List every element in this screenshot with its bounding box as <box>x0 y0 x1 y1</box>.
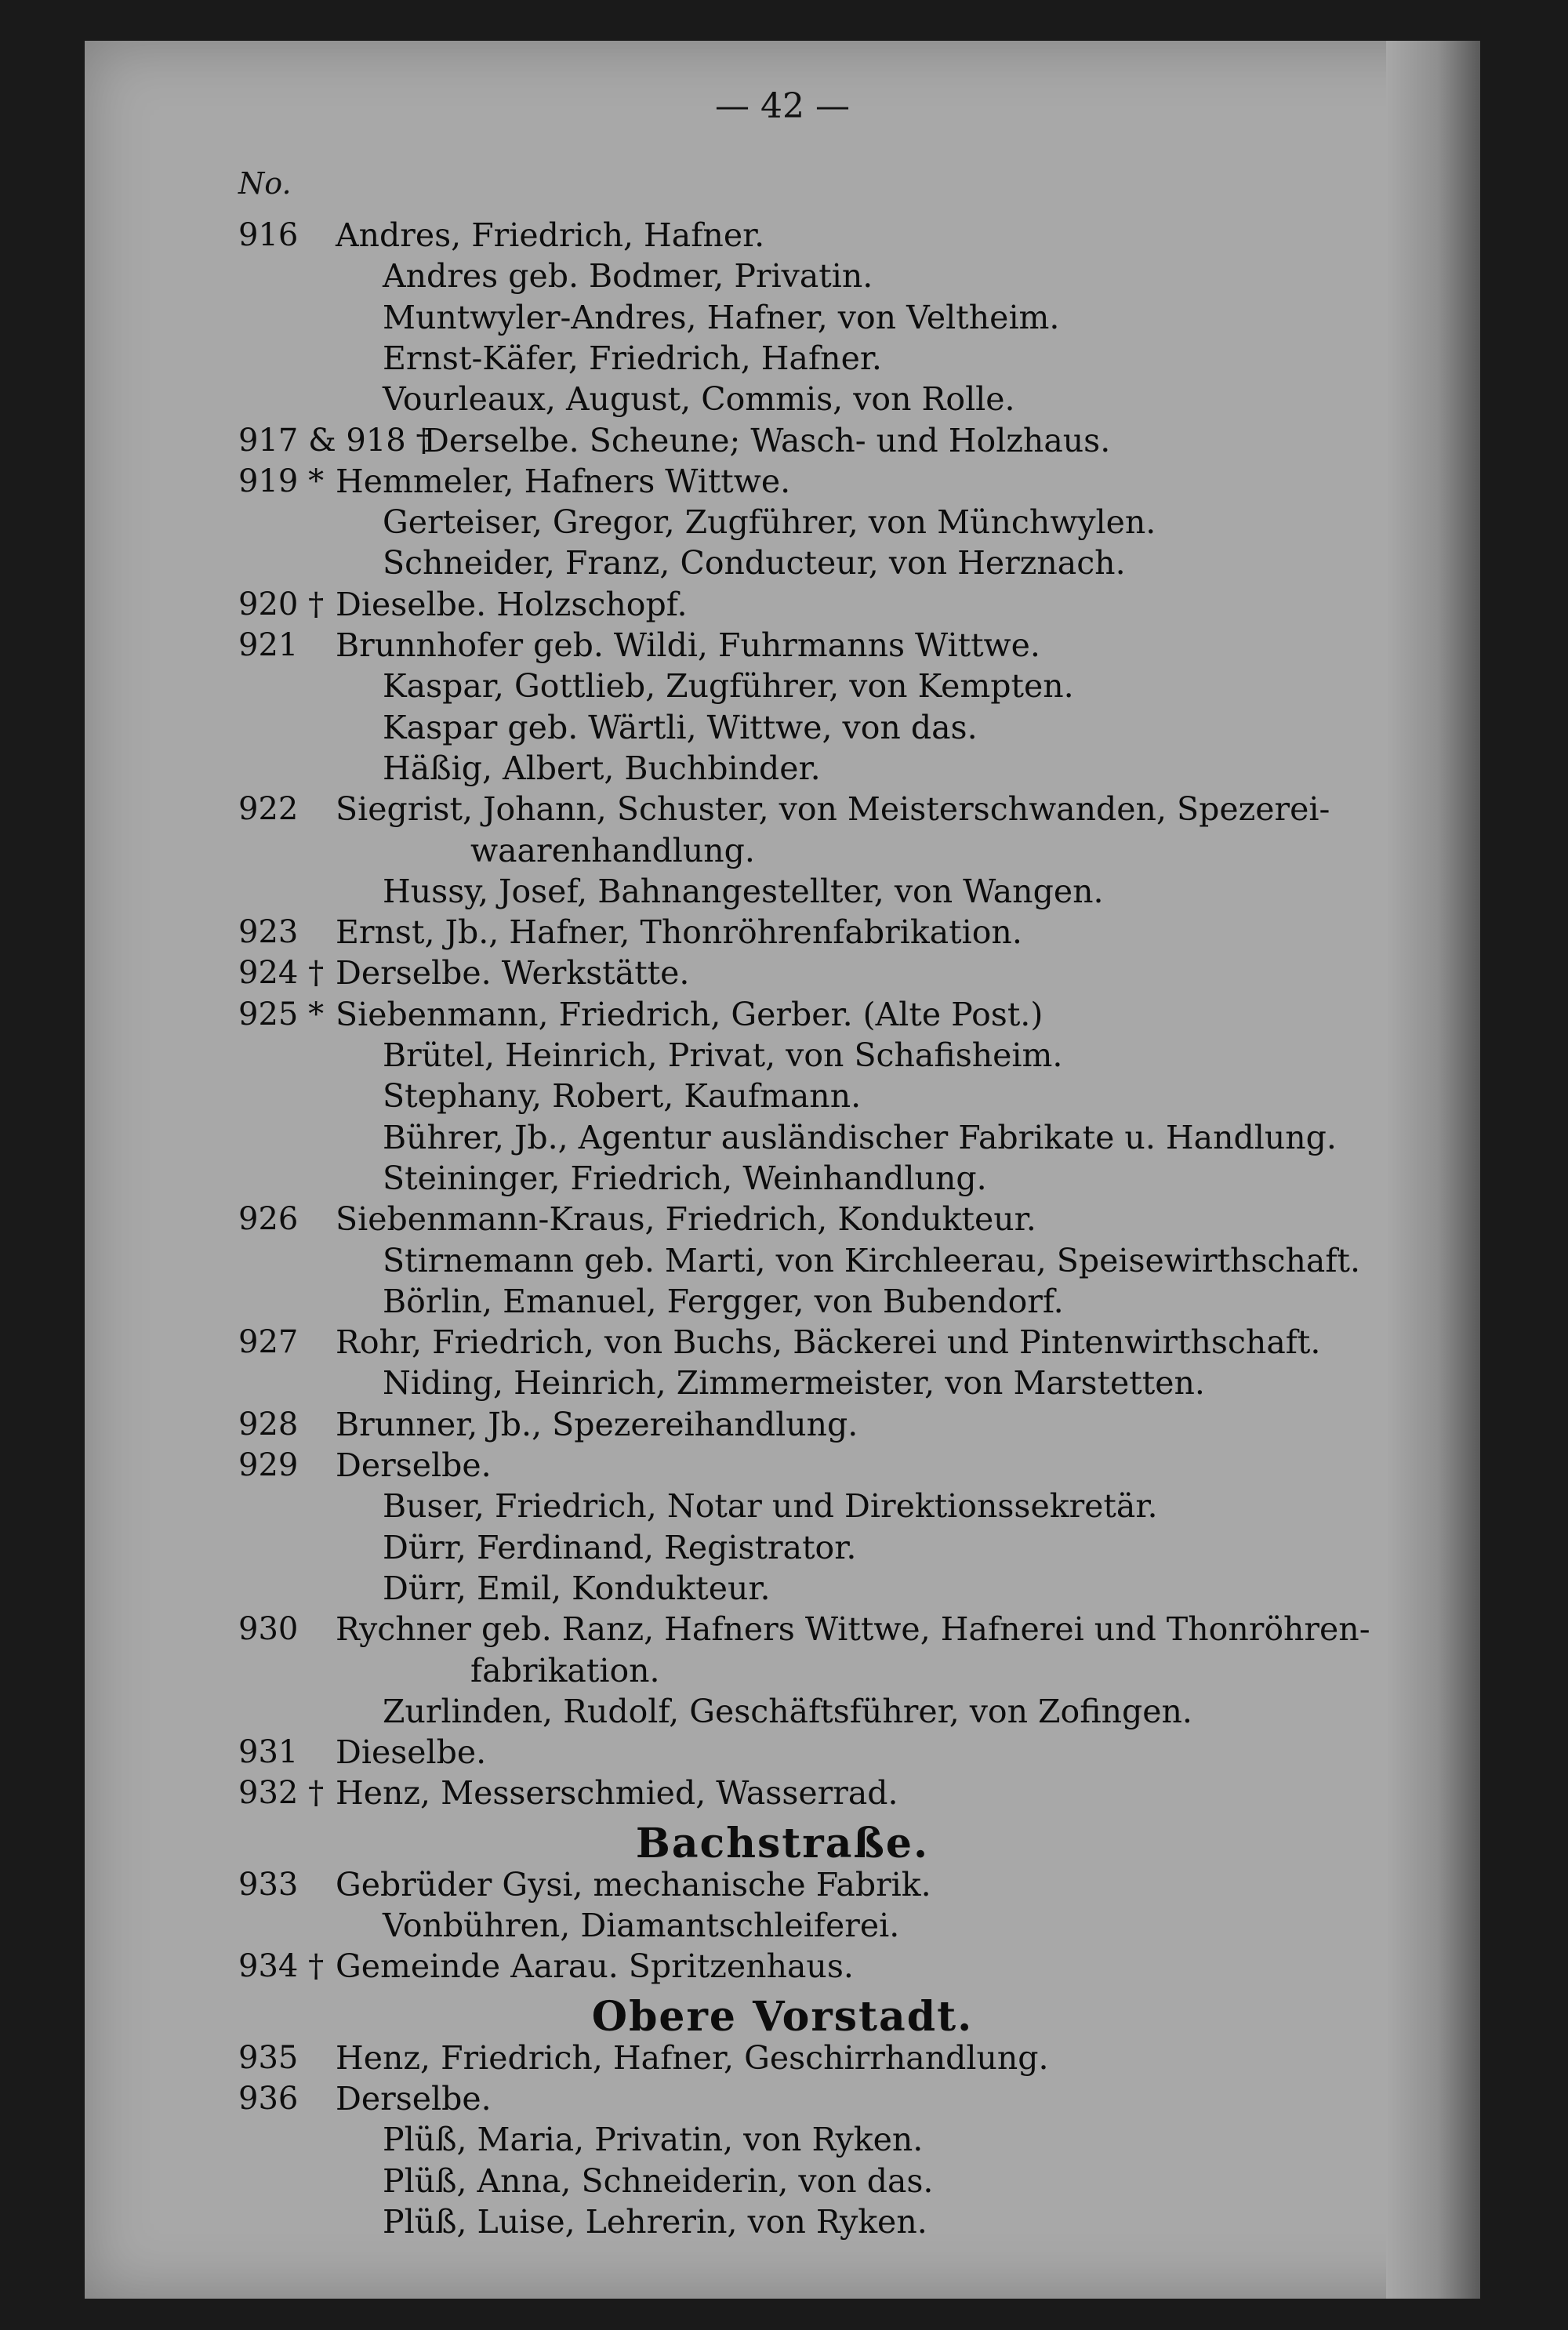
directory-row <box>85 994 1480 1035</box>
directory-row <box>85 1158 1480 1199</box>
resident-entry: Kaspar, Gottlieb, Zugführer, von Kempten. <box>383 667 1074 706</box>
directory-row <box>85 789 1480 829</box>
resident-entry: fabrikation. <box>470 1651 660 1689</box>
house-number: 934 † <box>238 1948 325 1985</box>
resident-entry: Gebrüder Gysi, mechanische Fabrik. <box>336 1865 931 1904</box>
directory-row <box>85 215 1480 256</box>
resident-entry: Dieselbe. Holzschopf. <box>336 585 688 623</box>
resident-entry: Ernst-Käfer, Friedrich, Hafner. <box>383 339 882 377</box>
resident-entry: Siebenmann-Kraus, Friedrich, Kondukteur. <box>336 1200 1036 1239</box>
directory-row <box>85 707 1480 748</box>
directory-row <box>85 1732 1480 1773</box>
directory-row <box>85 1117 1480 1158</box>
section-heading: Bachstraße. <box>635 1819 930 1867</box>
resident-entry: Plüß, Anna, Schneiderin, von das. <box>383 2161 934 2200</box>
resident-entry: Henz, Friedrich, Hafner, Geschirrhandlung. <box>336 2038 1049 2077</box>
directory-row <box>85 338 1480 379</box>
resident-entry: Gerteiser, Gregor, Zugführer, von Münchwylen. <box>383 503 1156 542</box>
directory-row <box>85 1240 1480 1281</box>
directory-row <box>85 1486 1480 1526</box>
directory-row <box>85 830 1480 871</box>
resident-entry: Steininger, Friedrich, Weinhandlung. <box>383 1159 987 1197</box>
house-number: 930 <box>238 1611 299 1648</box>
resident-entry: Plüß, Maria, Privatin, von Ryken. <box>383 2121 924 2159</box>
house-number: 935 <box>238 2039 299 2076</box>
resident-entry: Brunner, Jb., Spezereihandlung. <box>336 1405 858 1443</box>
resident-entry: Schneider, Franz, Conducteur, von Herznach. <box>383 544 1126 582</box>
directory-row <box>85 748 1480 789</box>
resident-entry: Stirnemann geb. Marti, von Kirchleerau, Speisewirthschaft. <box>383 1241 1360 1279</box>
directory-row <box>85 297 1480 338</box>
resident-entry: waarenhandlung. <box>470 831 755 869</box>
directory-row <box>85 1035 1480 1076</box>
resident-entry: Andres geb. Bodmer, Privatin. <box>383 257 873 296</box>
house-number: 923 <box>238 914 299 951</box>
resident-entry: Gemeinde Aarau. Spritzenhaus. <box>336 1947 854 1986</box>
column-label-no: No. <box>238 166 292 201</box>
directory-row <box>85 2038 1480 2078</box>
directory-row <box>85 953 1480 993</box>
directory-row <box>85 543 1480 583</box>
resident-entry: Dürr, Emil, Kondukteur. <box>383 1569 771 1607</box>
resident-entry: Siegrist, Johann, Schuster, von Meisterschwanden, Spezerei- <box>336 790 1330 829</box>
resident-entry: Hemmeler, Hafners Wittwe. <box>336 462 791 500</box>
directory-row <box>85 1527 1480 1568</box>
house-number: 927 <box>238 1324 299 1361</box>
resident-entry: Henz, Messerschmied, Wasserrad. <box>336 1774 898 1813</box>
resident-entry: Vonbühren, Diamantschleiferei. <box>383 1907 900 1944</box>
resident-entry: Ernst, Jb., Hafner, Thonröhrenfabrikation. <box>336 913 1022 952</box>
directory-row <box>85 584 1480 625</box>
house-number: 936 <box>238 2080 299 2117</box>
resident-entry: Buser, Friedrich, Notar und Direktionssekretär. <box>383 1487 1158 1526</box>
directory-row <box>85 666 1480 706</box>
house-number: 931 <box>238 1734 299 1771</box>
directory-row <box>85 871 1480 912</box>
house-number: 917 & 918 † <box>238 422 432 459</box>
directory-row <box>85 379 1480 419</box>
house-number: 929 <box>238 1447 299 1483</box>
resident-entry: Niding, Heinrich, Zimmermeister, von Marstetten. <box>383 1364 1205 1403</box>
resident-entry: Plüß, Luise, Lehrerin, von Ryken. <box>383 2202 927 2241</box>
directory-row <box>85 1568 1480 1609</box>
house-number: 919 * <box>238 463 325 499</box>
directory-row <box>85 2119 1480 2160</box>
resident-entry: Andres, Friedrich, Hafner. <box>336 216 765 254</box>
directory-row <box>85 1609 1480 1650</box>
house-number: 920 † <box>238 586 325 622</box>
directory-row <box>85 1864 1480 1905</box>
resident-entry: Häßig, Albert, Buchbinder. <box>383 749 821 787</box>
directory-row <box>85 1076 1480 1116</box>
resident-entry: Börlin, Emanuel, Fergger, von Bubendorf. <box>383 1282 1064 1320</box>
resident-entry: Zurlinden, Rudolf, Geschäftsführer, von Zofingen. <box>383 1692 1192 1730</box>
resident-entry: Derselbe. <box>336 1446 492 1484</box>
directory-row <box>85 420 1480 461</box>
directory-row <box>85 1363 1480 1403</box>
resident-entry: Derselbe. Scheune; Wasch- und Holzhaus. <box>423 421 1111 459</box>
resident-entry: Bührer, Jb., Agentur ausländischer Fabrikate u. Handlung. <box>383 1118 1337 1156</box>
house-number: 916 <box>238 217 299 253</box>
directory-row <box>85 2078 1480 2119</box>
resident-entry: Derselbe. <box>336 2079 492 2118</box>
resident-entry: Derselbe. Werkstätte. <box>336 954 690 993</box>
directory-row <box>85 502 1480 543</box>
directory-row <box>85 1404 1480 1445</box>
directory-row <box>85 1445 1480 1486</box>
directory-row <box>85 1773 1480 1813</box>
resident-entry: Siebenmann, Friedrich, Gerber. (Alte Post.) <box>336 995 1044 1033</box>
directory-row <box>85 1322 1480 1363</box>
house-number: 925 * <box>238 996 325 1033</box>
resident-entry: Stephany, Robert, Kaufmann. <box>383 1077 862 1116</box>
resident-entry: Rychner geb. Ranz, Hafners Wittwe, Hafnerei und Thonröhren- <box>336 1610 1370 1649</box>
directory-row <box>85 1946 1480 1987</box>
resident-entry: Brütel, Heinrich, Privat, von Schafisheim. <box>383 1036 1063 1074</box>
resident-entry: Muntwyler-Andres, Hafner, von Veltheim. <box>383 298 1060 336</box>
resident-entry: Dieselbe. <box>336 1733 487 1772</box>
resident-entry: Brunnhofer geb. Wildi, Fuhrmanns Wittwe. <box>336 626 1040 664</box>
directory-row <box>85 1691 1480 1732</box>
directory-row <box>85 1650 1480 1691</box>
resident-entry: Dürr, Ferdinand, Registrator. <box>383 1528 857 1566</box>
house-number: 932 † <box>238 1775 325 1812</box>
section-heading: Obere Vorstadt. <box>591 1992 974 2041</box>
scanned-page <box>85 41 1480 2299</box>
directory-row <box>85 1199 1480 1239</box>
house-number: 926 <box>238 1201 299 1238</box>
house-number: 921 <box>238 627 299 663</box>
directory-row <box>85 625 1480 666</box>
directory-row <box>85 1281 1480 1322</box>
directory-row <box>85 2161 1480 2201</box>
directory-row <box>85 912 1480 953</box>
directory-row <box>85 461 1480 502</box>
directory-row <box>85 256 1480 296</box>
page-number: — 42 — <box>715 86 850 126</box>
house-number: 928 <box>238 1406 299 1443</box>
directory-row <box>85 2201 1480 2242</box>
resident-entry: Hussy, Josef, Bahnangestellter, von Wangen. <box>383 872 1104 910</box>
resident-entry: Rohr, Friedrich, von Buchs, Bäckerei und Pintenwirthschaft. <box>336 1323 1321 1362</box>
resident-entry: Vourleaux, August, Commis, von Rolle. <box>383 380 1015 419</box>
directory-row <box>85 1905 1480 1946</box>
house-number: 933 <box>238 1866 299 1903</box>
resident-entry: Kaspar geb. Wärtli, Wittwe, von das. <box>383 708 978 746</box>
house-number: 922 <box>238 791 299 828</box>
house-number: 924 † <box>238 955 325 992</box>
